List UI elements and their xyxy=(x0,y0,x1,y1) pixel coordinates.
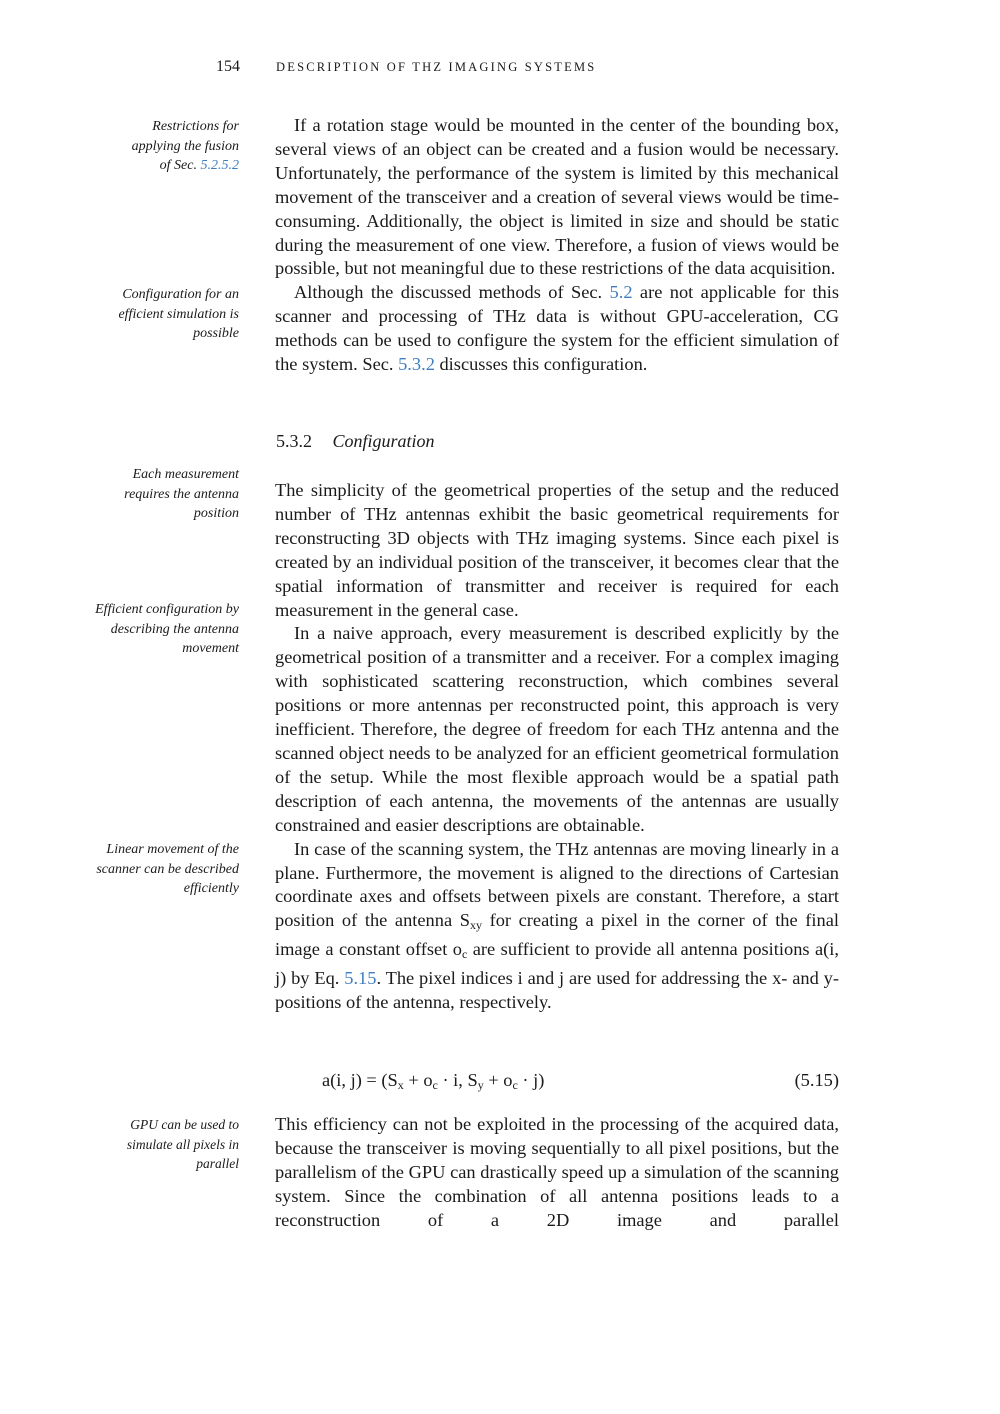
paragraph-naive-approach: In a naive approach, every measurement is described explicitly by the geometrical position of a transmitter and a receiver. For a complex imaging with sophisticated scattering reconstruction, which combines several positions or more antennas per reconstructed point, this approach is very inefficient. Therefore, the degree of freedom for each THz antenna and the scanned object needs to be analyzed for an efficient geometrical formulation of the setup. While the most flexible approach would be a spatial path description of each antenna, the movements of the antennas are usually constrained and easier descriptions are obtainable. xyxy=(275,623,839,835)
section-link[interactable]: 5.2.5.2 xyxy=(200,158,239,173)
paragraph-rotation-stage: If a rotation stage would be mounted in the center of the bounding box, several views of an object can be created and a fusion would be necessary. Unfortunately, the performance of the system is limited by this mechanical movement of the transceiver and a creation of several views would be time-consuming. Additionally, the object is limited in size and should be static during the measurement of one view. Therefore, a fusion of views would be possible, but not meaningful due to these restrictions of the data acquisition. xyxy=(275,115,839,279)
subsection-heading xyxy=(276,431,435,452)
eq-part: · i, S xyxy=(437,1070,478,1090)
margin-note-line: Restrictions for xyxy=(152,119,239,134)
margin-note-linear: Linear movement of the scanner can be described efficiently xyxy=(96,842,239,896)
section-link[interactable]: 5.3.2 xyxy=(398,354,435,375)
paragraph-efficiency: This efficiency can not be exploited in the processing of the acquired data, because the transceiver is moving sequentially to all pixel positions, but the parallelism of the GPU can drastically speed up a simulation of the scanning system. Since the combination of all antenna positions leads to a reconstruction of a 2D image and parallel xyxy=(275,1114,839,1230)
eq-sub: y xyxy=(477,1078,484,1092)
subsection-number: 5.3.2 xyxy=(276,431,312,451)
page-header xyxy=(0,58,1000,82)
eq-part: + o xyxy=(483,1070,513,1090)
eq-sub: c xyxy=(512,1078,518,1092)
margin-note-measurement: Each measurement requires the antenna position xyxy=(124,467,239,521)
text: are not applicable for this scanner and processing of THz data is without GPU-acceleration, CG methods can be used to configure the system for the efficient simulation of the system. Sec. xyxy=(275,282,839,375)
margin-note-line: of Sec. xyxy=(159,158,201,173)
equation-number: (5.15) xyxy=(794,1070,839,1090)
body-block-2 xyxy=(275,479,839,1015)
subscript: xy xyxy=(469,918,482,933)
eq-part: a(i, j) = (S xyxy=(322,1070,398,1090)
text: In case of the scanning system, the THz antennas are moving linearly in a plane. Furthermore, the movement is aligned to the directions of Cartesian coordinate axes and offsets between pixels are constant. Therefore, a start position of the antenna S xyxy=(275,838,839,931)
text: discusses this configuration. xyxy=(434,354,648,375)
margin-note-line: applying the fusion xyxy=(131,138,239,154)
eq-sub: c xyxy=(432,1078,438,1092)
paragraph-discussed-methods xyxy=(275,281,839,377)
body-block-3 xyxy=(275,1113,839,1233)
margin-note-gpu: GPU can be used to simulate all pixels in parallel xyxy=(126,1117,239,1171)
equation-link[interactable]: 5.15 xyxy=(344,968,377,989)
eq-part: · j) xyxy=(517,1070,545,1090)
text: Although the discussed methods of Sec. xyxy=(294,282,610,303)
subsection-title: Configuration xyxy=(332,431,435,451)
equation-5-15 xyxy=(322,1070,839,1093)
margin-note-efficient: Efficient configuration by describing the antenna movement xyxy=(95,602,239,656)
margin-note-restrictions xyxy=(89,117,239,176)
section-link[interactable]: 5.2 xyxy=(609,282,633,303)
paragraph-scanning-system xyxy=(275,838,839,1015)
margin-note-configuration: Configuration for an efficient simulation is possible xyxy=(118,287,239,341)
text: are sufficient to provide all antenna positions a(i, j) by Eq. xyxy=(275,939,839,989)
text: for creating a pixel in the corner of the final image a constant offset o xyxy=(275,910,839,960)
page-number: 154 xyxy=(216,58,240,75)
body-block-1 xyxy=(275,114,839,377)
eq-sub: x xyxy=(397,1078,404,1092)
eq-part: + o xyxy=(403,1070,433,1090)
text: . The pixel indices i and j are used for addressing the x- and y-positions of the antenna, respectively. xyxy=(275,968,840,1013)
running-head: DESCRIPTION OF THZ IMAGING SYSTEMS xyxy=(276,60,597,74)
subscript: c xyxy=(461,947,468,962)
paragraph-simplicity: The simplicity of the geometrical properties of the setup and the reduced number of THz antennas exhibit the basic geometrical requirements for reconstructing 3D objects with THz imaging systems. Since each pixel is created by an individual position of the transceiver, it becomes clear that the spatial information of transmitter and receiver is required for each measurement in the general case. xyxy=(275,480,839,620)
